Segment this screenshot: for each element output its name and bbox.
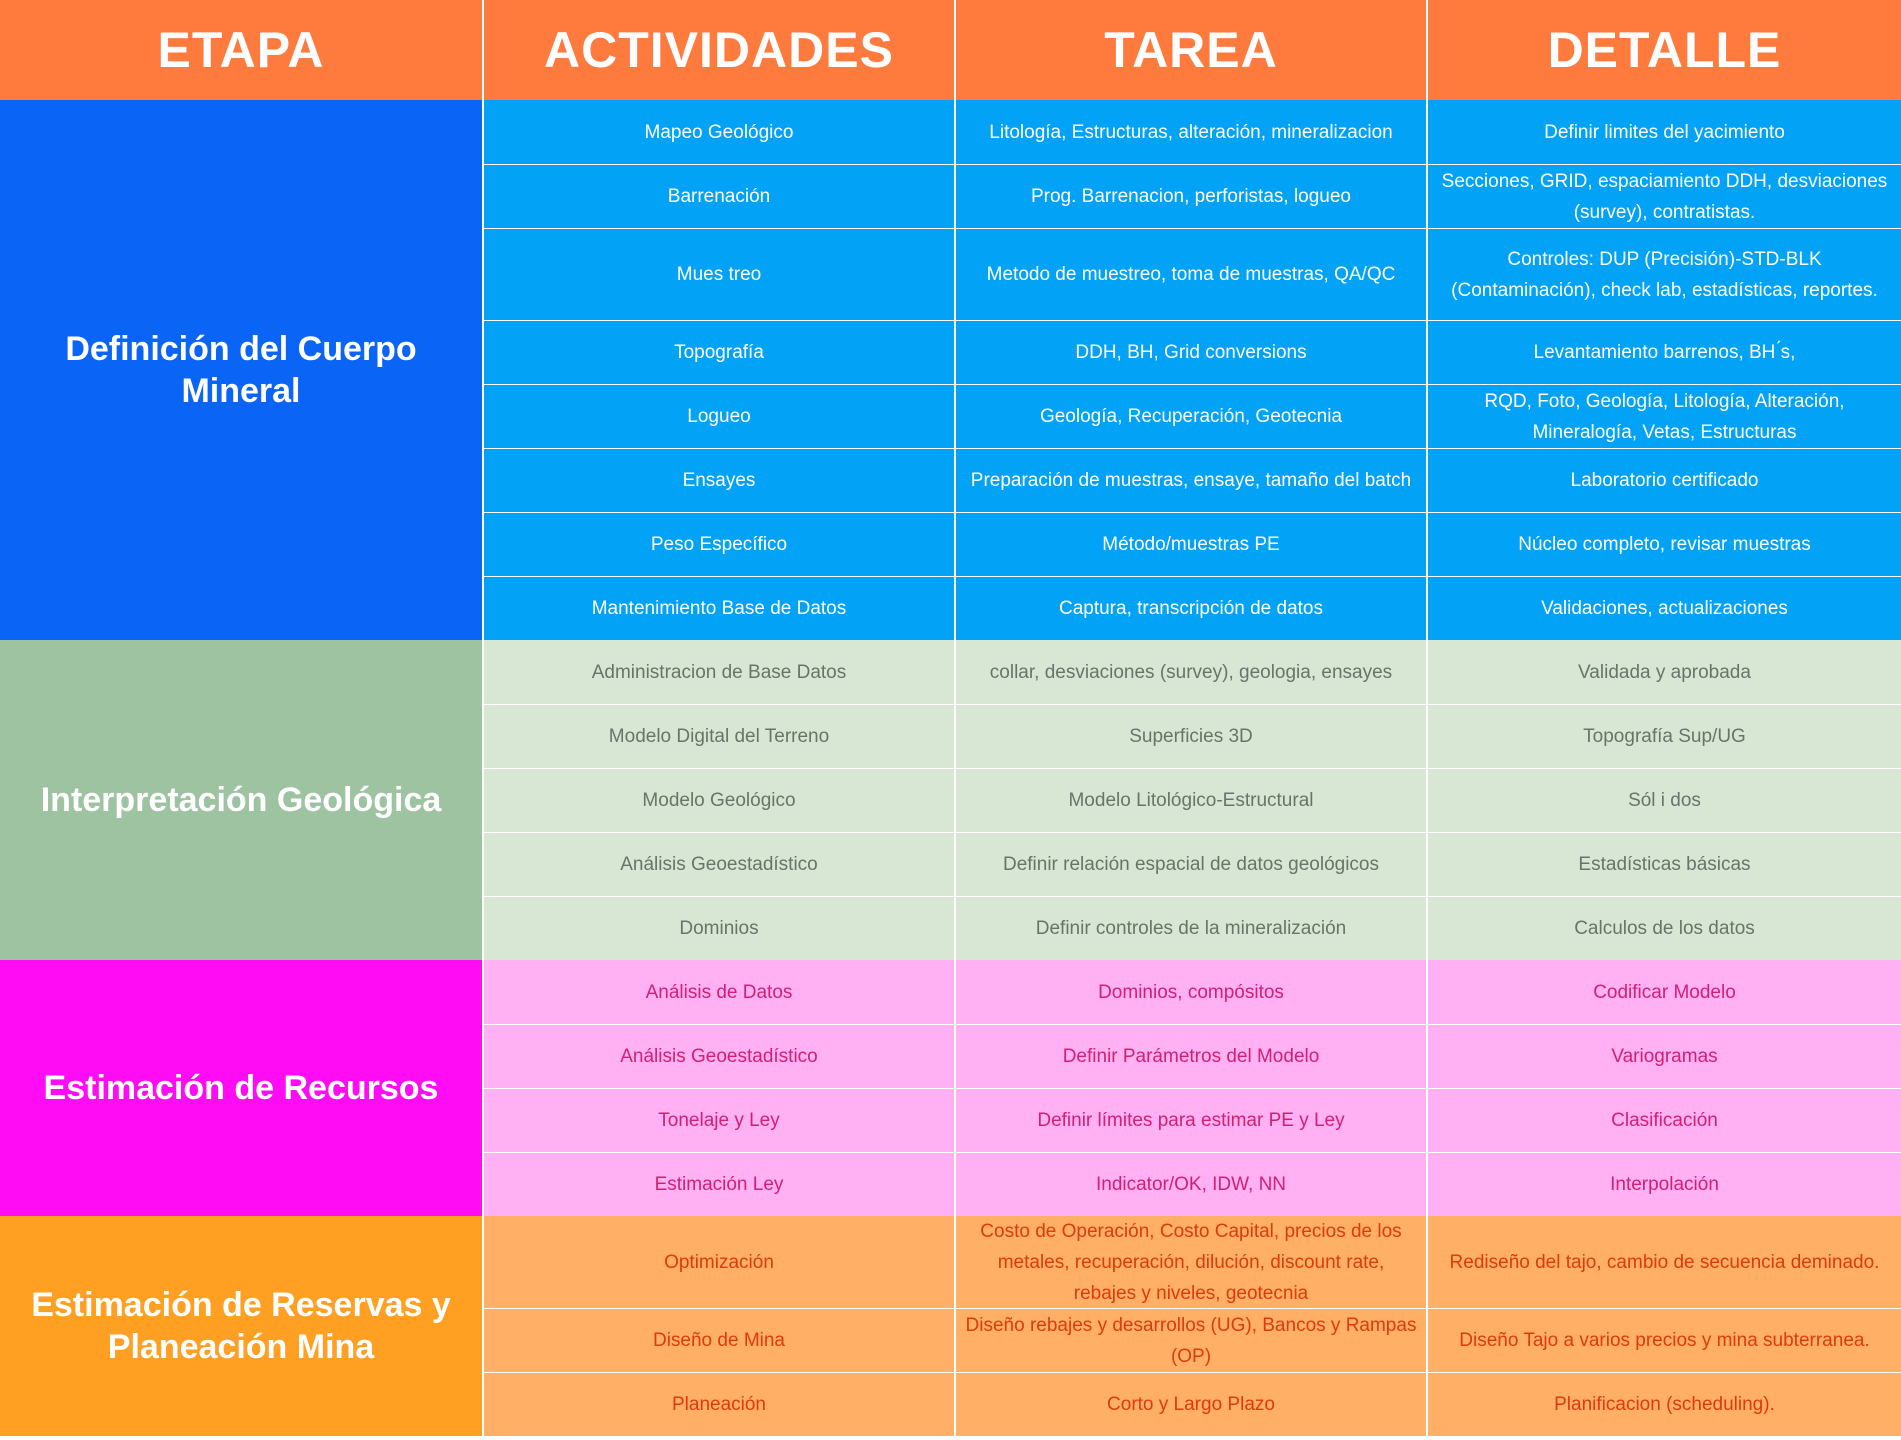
detail-cell: Rediseño del tajo, cambio de secuencia deminado.	[1449, 1251, 1880, 1273]
table-row	[484, 1024, 1901, 1088]
task-cell: Dominios, compósitos	[956, 960, 1428, 1024]
stage-rows	[484, 960, 1901, 1216]
task-cell: Modelo Litológico-Estructural	[956, 769, 1428, 832]
table-row	[484, 640, 1901, 704]
detail-cell: Validaciones, actualizaciones	[1541, 598, 1788, 619]
activity-cell: Análisis Geoestadístico	[484, 833, 956, 896]
stage-label: Estimación de Reservas y Planeación Mina	[0, 1216, 484, 1436]
task-cell: Litología, Estructuras, alteración, mineralizacion	[956, 100, 1428, 164]
table-row	[484, 448, 1901, 512]
stage-section	[0, 960, 1901, 1216]
activity-cell: Optimización	[484, 1216, 956, 1308]
activity-cell: Topografía	[484, 321, 956, 384]
detail-cell: Planificacion (scheduling).	[1554, 1394, 1775, 1415]
stage-rows	[484, 100, 1901, 640]
task-cell: Prog. Barrenacion, perforistas, logueo	[956, 165, 1428, 228]
task-cell: Geología, Recuperación, Geotecnia	[956, 385, 1428, 448]
detail-cell: Calculos de los datos	[1574, 918, 1755, 939]
detail-cell: Secciones, GRID, espaciamiento DDH, desviaciones (survey), contratistas.	[1441, 170, 1888, 223]
activity-cell: Mues treo	[484, 229, 956, 320]
activity-cell: Peso Específico	[484, 513, 956, 576]
table-row	[484, 320, 1901, 384]
activity-cell: Mapeo Geológico	[484, 100, 956, 164]
detail-cell: Diseño Tajo a varios precios y mina subterranea.	[1459, 1330, 1870, 1351]
detail-cell: Laboratorio certificado	[1570, 470, 1759, 491]
header-actividades: ACTIVIDADES	[484, 0, 956, 100]
detail-cell: Núcleo completo, revisar muestras	[1518, 534, 1811, 555]
detail-cell: Estadísticas básicas	[1578, 854, 1751, 875]
detail-cell: Levantamiento barrenos, BH ́s,	[1533, 342, 1796, 363]
activity-cell: Modelo Geológico	[484, 769, 956, 832]
table-row	[484, 896, 1901, 960]
table-row	[484, 704, 1901, 768]
table-row	[484, 228, 1901, 320]
header-tarea: TAREA	[956, 0, 1428, 100]
table-row	[484, 1088, 1901, 1152]
table-row	[484, 832, 1901, 896]
task-cell: collar, desviaciones (survey), geologia, ensayes	[956, 640, 1428, 704]
table-row	[484, 512, 1901, 576]
activity-cell: Estimación Ley	[484, 1153, 956, 1216]
stage-label: Interpretación Geológica	[0, 640, 484, 960]
table-row	[484, 384, 1901, 448]
detail-cell: RQD, Foto, Geología, Litología, Alteración, Mineralogía, Vetas, Estructuras	[1484, 390, 1845, 443]
task-cell: Costo de Operación, Costo Capital, precios de los metales, recuperación, dilución, discount rate, rebajes y niveles, geotecnia	[956, 1216, 1428, 1308]
task-cell: Corto y Largo Plazo	[956, 1373, 1428, 1436]
activity-cell: Ensayes	[484, 449, 956, 512]
detail-cell: Variogramas	[1611, 1046, 1718, 1067]
activity-cell: Diseño de Mina	[484, 1309, 956, 1372]
table-row	[484, 768, 1901, 832]
header-detalle: DETALLE	[1428, 0, 1901, 100]
task-cell: Preparación de muestras, ensaye, tamaño del batch	[956, 449, 1428, 512]
task-cell: Definir límites para estimar PE y Ley	[956, 1089, 1428, 1152]
task-cell: DDH, BH, Grid conversions	[956, 321, 1428, 384]
detail-cell: Clasificación	[1611, 1110, 1718, 1131]
table-row	[484, 164, 1901, 228]
task-cell: Superficies 3D	[956, 705, 1428, 768]
stage-section	[0, 100, 1901, 640]
stage-label: Definición del Cuerpo Mineral	[0, 100, 484, 640]
stage-section	[0, 640, 1901, 960]
activity-cell: Mantenimiento Base de Datos	[484, 577, 956, 640]
task-cell: Definir Parámetros del Modelo	[956, 1025, 1428, 1088]
stage-section	[0, 1216, 1901, 1436]
activity-cell: Planeación	[484, 1373, 956, 1436]
stage-label: Estimación de Recursos	[0, 960, 484, 1216]
table-row	[484, 100, 1901, 164]
detail-cell: Codificar Modelo	[1593, 981, 1736, 1003]
task-cell: Captura, transcripción de datos	[956, 577, 1428, 640]
detail-cell: Topografía Sup/UG	[1583, 726, 1746, 747]
task-cell: Indicator/OK, IDW, NN	[956, 1153, 1428, 1216]
table-row	[484, 1372, 1901, 1436]
task-cell: Metodo de muestreo, toma de muestras, QA/QC	[956, 229, 1428, 320]
detail-cell: Validada y aprobada	[1578, 661, 1751, 683]
table-row	[484, 1152, 1901, 1216]
task-cell: Definir relación espacial de datos geológicos	[956, 833, 1428, 896]
task-cell: Definir controles de la mineralización	[956, 897, 1428, 960]
activity-cell: Análisis de Datos	[484, 960, 956, 1024]
table-header	[0, 0, 1901, 100]
detail-cell: Sól i dos	[1628, 790, 1701, 811]
activity-cell: Tonelaje y Ley	[484, 1089, 956, 1152]
task-cell: Método/muestras PE	[956, 513, 1428, 576]
task-cell: Diseño rebajes y desarrollos (UG), Bancos y Rampas (OP)	[956, 1309, 1428, 1372]
stage-rows	[484, 640, 1901, 960]
detail-cell: Interpolación	[1610, 1174, 1719, 1195]
table-row	[484, 960, 1901, 1024]
detail-cell: Controles: DUP (Precisión)-STD-BLK (Contaminación), check lab, estadísticas, reportes.	[1451, 248, 1878, 301]
header-etapa: ETAPA	[0, 0, 484, 100]
activity-cell: Modelo Digital del Terreno	[484, 705, 956, 768]
detail-cell: Definir limites del yacimiento	[1544, 121, 1785, 143]
table-row	[484, 576, 1901, 640]
activity-cell: Dominios	[484, 897, 956, 960]
stage-rows	[484, 1216, 1901, 1436]
activity-cell: Análisis Geoestadístico	[484, 1025, 956, 1088]
activity-cell: Logueo	[484, 385, 956, 448]
activity-cell: Barrenación	[484, 165, 956, 228]
table-row	[484, 1308, 1901, 1372]
activity-cell: Administracion de Base Datos	[484, 640, 956, 704]
table-row	[484, 1216, 1901, 1308]
